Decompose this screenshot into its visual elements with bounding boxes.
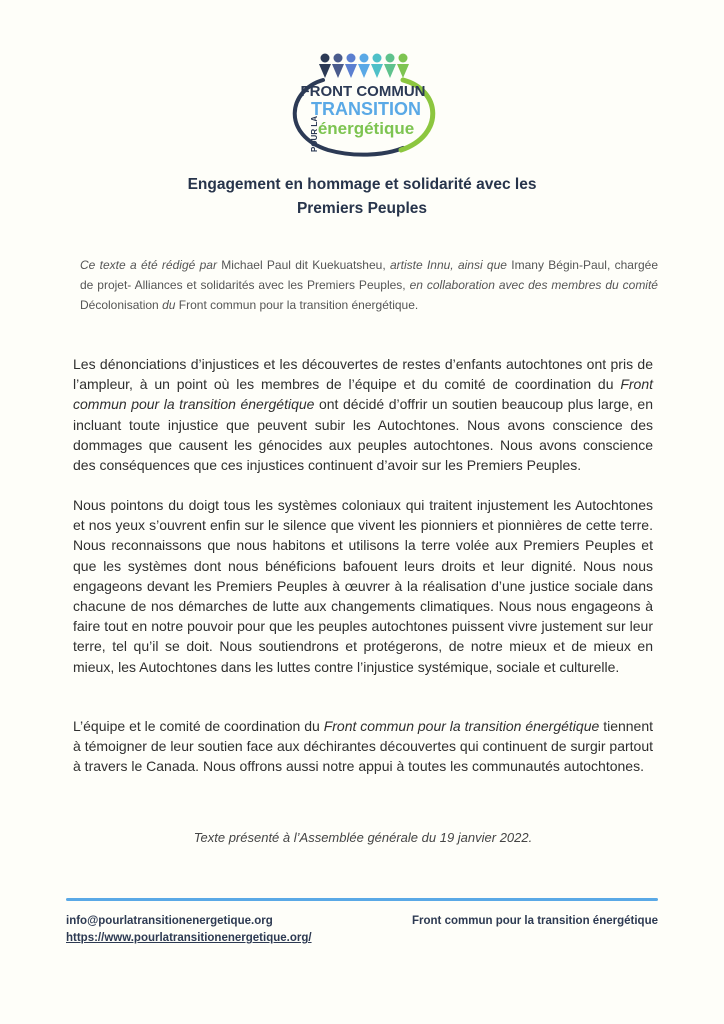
credit-text-4: en collaboration avec des membres du comité (409, 278, 658, 292)
paragraph-3-text-a: L’équipe et le comité de coordination du (73, 718, 320, 734)
footer-website-link[interactable]: https://www.pourlatransitionenergetique.org/ (66, 932, 312, 944)
paragraph-2: Nous pointons du doigt tous les systèmes coloniaux qui traitent injustement les Autochtones et nos yeux s’ouvrent enfin sur le silence que vivent les pionniers et pionnières de cette terre. Nous reconnaissons que nous habitons et utilisons la terre volée aux Premiers Peuples et que les systèmes dont nous bénéficions bafouent leurs droits et leur dignité. Nous nous engageons devant les Premiers Peuples à œuvrer à la réalisation d’une justice sociale dans chacune de nos démarches de lutte aux changements climatiques. Nous nous engageons à faire tout en notre pouvoir pour que les peuples autochtones puissent vivre justement sur leur terre, tel qu’il se doit. Nous soutiendrons et protégerons, de notre mieux et de mieux en mieux, les Autochtones dans les luttes contre l’injustice systémique, sociale et culturelle. (73, 497, 653, 675)
footer-contact (66, 913, 312, 947)
logo-line-front-commun: FRONT COMMUN (300, 83, 426, 100)
title-line-2: Premiers Peuples (296, 200, 428, 217)
paragraph-3-text-b: tiennent à témoigner de leur soutien face aux déchirantes découvertes qui continuent de surgir partout à travers le Canada. Nous offrons aussi notre appui à toutes les communautés autochtones. (73, 718, 654, 775)
paragraph-1-text-a: Les dénonciations d’injustices et les découvertes de restes d’enfants autochtones ont pris de l’ampleur, à un point où les membres de l’équipe et du comité de coordination du (73, 356, 653, 393)
author-role: chargée de projet- Alliances et solidarités avec les Premiers Peuples, (80, 258, 658, 292)
footer-email: info@pourlatransitionenergetique.org (66, 915, 273, 927)
organization-name: Front commun pour la transition énergétique. (178, 298, 419, 312)
footer-divider (66, 898, 658, 901)
people-icons (319, 54, 409, 79)
author-alias: Kuekuatsheu, (312, 258, 386, 272)
paragraph-3 (73, 716, 653, 777)
page-title (100, 173, 624, 221)
paragraph-1 (73, 354, 653, 475)
logo-line-transition: TRANSITION (311, 99, 421, 119)
paragraph-3-org-name: Front commun pour la transition énergétique (323, 718, 600, 734)
committee-name: Décolonisation (80, 298, 159, 312)
organization-logo (283, 50, 441, 158)
author-name-1: Michael Paul (221, 258, 291, 272)
logo-line-pour-la: POUR LA (310, 116, 319, 152)
paragraph-1-text-b: ont décidé d’offrir un soutien beaucoup plus large, en incluant toute injustice que peuvent subir les Autochtones. Nous avons conscience des dommages que causent les génocides aux peuples autochtones. Nous avons conscience des conséquences que ces injustices continuent d’avoir sur les Premiers Peuples. (73, 396, 654, 474)
credit-text-5: du (162, 298, 176, 312)
credit-text-2: dit (295, 258, 308, 272)
presentation-note: Texte présenté à l’Assemblée générale du 19 janvier 2022. (193, 830, 533, 845)
title-line-1: Engagement en hommage et solidarité avec les (187, 176, 537, 193)
author-credit (80, 255, 658, 315)
author-name-2: Imany Bégin-Paul, (511, 258, 611, 272)
credit-text-3: artiste Innu, ainsi que (389, 258, 507, 272)
credit-text-1: Ce texte a été rédigé par (80, 258, 217, 272)
paragraph-1-org-name: Front commun pour la transition énergétique (73, 376, 654, 413)
footer-organization: Front commun pour la transition énergétique (412, 915, 658, 927)
logo-line-energetique: énergétique (317, 119, 415, 138)
